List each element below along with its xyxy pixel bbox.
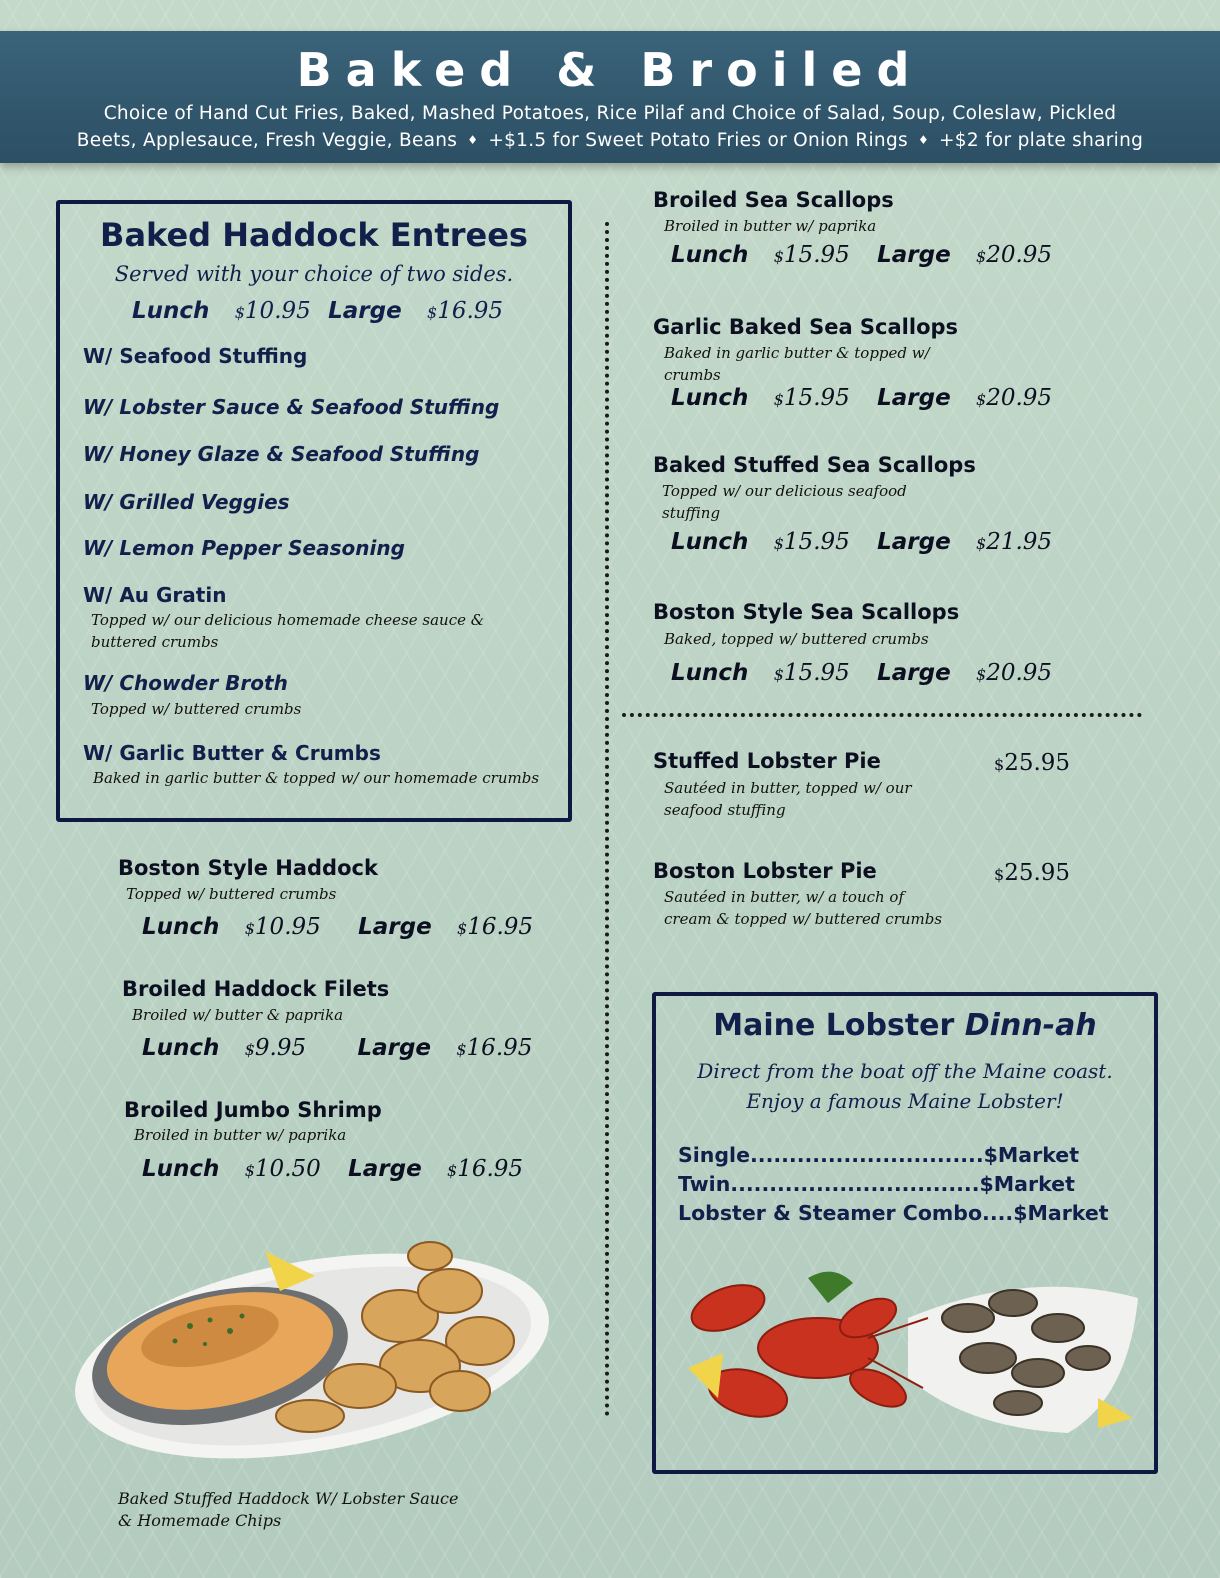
item-desc: Baked in garlic butter & topped w/ crumbs (664, 344, 930, 384)
sides-line-2b: +$1.5 for Sweet Potato Fries or Onion Rings (488, 130, 908, 151)
item-broiled-sea-scallops: Broiled Sea Scallops (653, 188, 894, 212)
plate-caption: Baked Stuffed Haddock W/ Lobster Sauce & Homemade Chips (118, 1489, 459, 1530)
baked-haddock-plate-image (70, 1216, 555, 1466)
item-desc: Baked, topped w/ buttered crumbs (664, 630, 929, 648)
lobster-steamers-image (668, 1258, 1142, 1438)
option-lobster-sauce: W/ Lobster Sauce & Seafood Stuffing (83, 395, 500, 419)
sides-line-2a: Beets, Applesauce, Fresh Veggie, Beans (76, 130, 458, 151)
item-desc: Broiled w/ butter & paprika (132, 1006, 344, 1024)
item-baked-stuffed-sea-scallops: Baked Stuffed Sea Scallops (653, 453, 976, 477)
item-desc: Sautéed in butter, w/ a touch of cream & topped w/ buttered crumbs (664, 888, 943, 928)
large-label: Large (328, 298, 402, 324)
page-title: Baked & Broiled (296, 43, 924, 97)
item-prices: Lunch $10.95 Large $16.95 (142, 914, 534, 940)
haddock-entrees-subtitle: Served with your choice of two sides. (114, 262, 514, 286)
diamond-icon: ♦ (917, 133, 929, 147)
item-prices: Lunch $10.50 Large $16.95 (142, 1156, 524, 1182)
sides-line-1: Choice of Hand Cut Fries, Baked, Mashed Potatoes, Rice Pilaf and Choice of Salad, Soup, Coleslaw, Pickled (103, 103, 1117, 124)
option-au-gratin: W/ Au Gratin (83, 583, 227, 607)
option-garlic-butter: W/ Garlic Butter & Crumbs (83, 741, 381, 765)
maine-lobster-subtitle: Direct from the boat off the Maine coast. Enjoy a famous Maine Lobster! (697, 1059, 1113, 1113)
item-boston-style-sea-scallops: Boston Style Sea Scallops (653, 600, 960, 624)
horizontal-dotted-divider (622, 713, 1142, 717)
currency-sign: $ (234, 303, 245, 322)
item-desc: Sautéed in butter, topped w/ our seafood stuffing (664, 779, 912, 819)
lunch-label: Lunch (132, 298, 210, 324)
item-boston-lobster-pie: Boston Lobster Pie (653, 859, 877, 883)
maine-lobster-title: Maine Lobster Dinn-ah (713, 1008, 1097, 1043)
option-lemon-pepper: W/ Lemon Pepper Seasoning (83, 536, 405, 560)
item-prices: Lunch $15.95 Large $21.95 (671, 529, 1053, 555)
item-prices: Lunch $15.95 Large $20.95 (671, 660, 1053, 686)
item-desc: Topped w/ our delicious seafood stuffing (662, 482, 907, 522)
option-garlic-butter-desc: Baked in garlic butter & topped w/ our homemade crumbs (93, 769, 540, 787)
option-chowder-broth: W/ Chowder Broth (83, 671, 288, 695)
menu-header (0, 31, 1220, 163)
item-desc: Broiled in butter w/ paprika (134, 1126, 347, 1144)
maine-lobster-prices (678, 1141, 1109, 1228)
diamond-icon: ♦ (467, 133, 479, 147)
price-row-single: Single..............................$Market (678, 1143, 1080, 1167)
option-seafood-stuffing: W/ Seafood Stuffing (83, 344, 308, 368)
item-prices: Lunch $9.95 Large $16.95 (142, 1035, 533, 1061)
option-honey-glaze: W/ Honey Glaze & Seafood Stuffing (83, 442, 480, 466)
item-prices: Lunch $15.95 Large $20.95 (671, 242, 1053, 268)
item-price: $25.95 (994, 750, 1071, 776)
item-garlic-baked-sea-scallops: Garlic Baked Sea Scallops (653, 315, 959, 339)
item-boston-style-haddock: Boston Style Haddock (118, 856, 378, 880)
sides-line-2 (20, 127, 1200, 154)
item-desc: Broiled in butter w/ paprika (664, 217, 877, 235)
sides-line-2c: +$2 for plate sharing (939, 130, 1144, 151)
item-desc: Topped w/ buttered crumbs (126, 885, 337, 903)
option-au-gratin-desc: Topped w/ our delicious homemade cheese sauce & buttered crumbs (91, 611, 485, 651)
currency-sign: $ (427, 303, 438, 322)
sides-description (20, 101, 1200, 154)
item-broiled-haddock-filets: Broiled Haddock Filets (122, 977, 390, 1001)
option-chowder-broth-desc: Topped w/ buttered crumbs (91, 700, 302, 718)
price-row-twin: Twin................................$Market (678, 1172, 1075, 1196)
item-price: $25.95 (994, 860, 1071, 886)
haddock-entrees-title: Baked Haddock Entrees (100, 216, 528, 254)
item-prices: Lunch $15.95 Large $20.95 (671, 385, 1053, 411)
lunch-price: 10.95 (244, 298, 311, 324)
price-row-combo: Lobster & Steamer Combo....$Market (678, 1201, 1109, 1225)
haddock-entrees-prices (132, 298, 503, 324)
item-stuffed-lobster-pie: Stuffed Lobster Pie (653, 749, 881, 773)
vertical-dotted-divider (605, 222, 609, 1417)
large-price: 16.95 (437, 298, 504, 324)
item-broiled-jumbo-shrimp: Broiled Jumbo Shrimp (124, 1098, 382, 1122)
option-grilled-veggies: W/ Grilled Veggies (83, 490, 290, 514)
